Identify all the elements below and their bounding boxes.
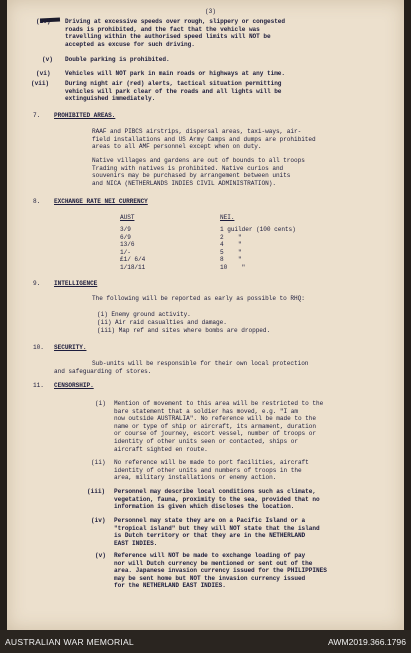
censorship-line: is Dutch territory or that they are in the NETHERLAND (114, 532, 306, 540)
item-line: Driving at excessive speeds over rough, slippery or congested (65, 18, 286, 25)
section-9-number: 9. (33, 280, 41, 287)
item-line: accepted as excuse for such driving. (65, 40, 195, 48)
nei-amount: 10 " (220, 264, 246, 271)
item-line: During night air (red) alerts, tactical situation permitting (65, 80, 282, 87)
aust-amount: 13/6 (120, 241, 135, 249)
aust-amount: 1/- (120, 248, 131, 256)
intelligence-item: (i) Enemy ground activity. (97, 311, 191, 318)
censorship-item-number: (v) (95, 552, 106, 559)
item-line: vehicles will park clear of the roads and all lights will be (65, 87, 282, 95)
archive-footer (0, 630, 411, 653)
item-line: extinguished immediately. (65, 95, 156, 103)
nei-column-header: NEI. (220, 214, 235, 221)
censorship-line: aircraft sighted en route. (114, 445, 208, 453)
censorship-line: Mention of movement to this area will be restricted to the (114, 400, 324, 407)
censorship-line: area. Japanese invasion currency issued for the PHILIPPINES (114, 567, 327, 575)
paragraph-line: areas to all AMF personnel except when on duty. (92, 143, 262, 151)
page-number: (3) (205, 8, 216, 15)
censorship-line: Personnel may describe local conditions such as climate, (114, 488, 316, 495)
nei-amount: 8 " (220, 256, 242, 264)
aust-amount: 3/9 (120, 226, 131, 233)
security-line: and safeguarding of stores. (54, 367, 152, 375)
aust-amount: £1/ 6/4 (120, 256, 146, 264)
censorship-line: now outside AUSTRALIA". No reference will be made to the (114, 415, 316, 423)
item-line: roads is prohibited, and the fact that the vehicle was (65, 25, 260, 33)
paragraph-line: Trading with natives is prohibited. Native curios and (92, 164, 284, 172)
paragraph-line: field installations and US Army Camps and dumps are prohibited (92, 135, 316, 143)
section-11-number: 11. (33, 382, 44, 389)
censorship-line: Reference will NOT be made to exchange loading of pay (114, 552, 306, 559)
section-10-heading: SECURITY. (54, 344, 87, 351)
document-page (7, 0, 404, 630)
security-line: Sub-units will be responsible for their own local protection (92, 360, 309, 367)
censorship-line: nor will Dutch currency be mentioned or sent out of the (114, 559, 313, 567)
censorship-line: EAST INDIES. (114, 539, 158, 547)
catalogue-number: AWM2019.366.1796 (327, 637, 406, 647)
section-7-heading: PROHIBITED AREAS. (54, 112, 116, 119)
censorship-line: Personnel may state they are on a Pacific Island or a (114, 517, 306, 524)
paragraph-line: RAAF and PIBCS airstrips, dispersal areas, taxi-ways, air- (92, 128, 302, 135)
censorship-line: name or type of ship or aircraft, its armament, duration (114, 422, 316, 430)
censorship-line: or course of journey, escort vessel, number of troops or (114, 430, 316, 438)
censorship-line: information is given which discloses the location. (114, 503, 295, 511)
censorship-line: identity of other units seen or contacted, ships or (114, 438, 298, 445)
nei-amount: 4 " (220, 241, 242, 249)
item-line: Double parking is prohibited. (65, 56, 170, 63)
section-9-heading: INTELLIGENCE (54, 280, 98, 287)
paragraph-line: souvenirs may be purchased by arrangement between units (92, 172, 291, 180)
item-number: (vii) (31, 80, 50, 87)
intelligence-item: (iii) Map ref and sites where bombs are dropped. (97, 327, 271, 334)
item-number: (v) (42, 56, 53, 63)
censorship-line: may be sent home but NOT the invasion currency issued (114, 574, 306, 582)
section-11-heading: CENSORSHIP. (54, 382, 94, 389)
section-10-number: 10. (33, 344, 44, 351)
censorship-line: for the NETHERLAND EAST INDIES. (114, 582, 226, 590)
paragraph-line: Native villages and gardens are out of bounds to all troops (92, 157, 305, 164)
item-line: Vehicles will NOT park in main roads or highways at any time. (65, 70, 286, 77)
nei-amount: 5 " (220, 248, 242, 256)
item-number: (iv) (36, 18, 51, 25)
section-9-intro: The following will be reported as early as possible to RHQ: (92, 295, 305, 302)
censorship-item-number: (iv) (91, 517, 106, 524)
censorship-line: bare statement that a soldier has moved, e.g. "I am (114, 407, 298, 415)
nei-amount: 1 guilder (100 cents) (220, 226, 296, 233)
paragraph-line: and NICA (NETHERLANDS INDIES CIVIL ADMINISTRATION). (92, 179, 276, 187)
item-line: travelling within the authorised speed limits will NOT be (65, 33, 271, 41)
aust-amount: 6/9 (120, 233, 131, 241)
censorship-line: No reference will be made to port facilities, aircraft (114, 459, 309, 466)
archive-name: AUSTRALIAN WAR MEMORIAL (5, 637, 134, 647)
nei-amount: 2 " (220, 233, 242, 241)
censorship-item-number: (iii) (87, 488, 106, 495)
aust-column-header: AUST (120, 214, 135, 221)
aust-amount: 1/18/11 (120, 264, 146, 271)
intelligence-item: (ii) Air raid casualties and damage. (97, 319, 227, 326)
censorship-line: area, military installations or enemy action. (114, 474, 277, 482)
censorship-line: "tropical island" but they will NOT state that the island (114, 524, 320, 532)
censorship-item-number: (ii) (91, 459, 106, 466)
item-number: (vi) (36, 70, 51, 77)
censorship-item-number: (i) (95, 400, 106, 407)
censorship-line: vegetation, fauna, proximity to the sea, provided that no (114, 495, 320, 503)
section-7-number: 7. (33, 112, 41, 119)
censorship-line: identity of other units and numbers of troops in the (114, 466, 302, 474)
section-8-heading: EXCHANGE RATE NEI CURRENCY (54, 198, 148, 205)
section-8-number: 8. (33, 198, 41, 205)
